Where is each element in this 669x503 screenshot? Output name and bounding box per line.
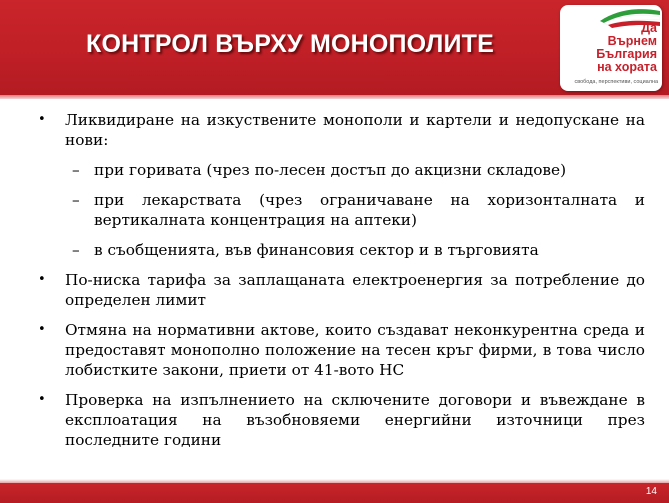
slide-title: КОНТРОЛ ВЪРХУ МОНОПОЛИТЕ bbox=[86, 30, 494, 58]
logo-line: Да bbox=[641, 21, 657, 35]
party-logo bbox=[560, 5, 662, 91]
logo-line: България bbox=[596, 47, 657, 61]
logo-line: Върнем bbox=[607, 34, 657, 48]
bullet-item: • Ликвидиране на изкуствените монополи и картели и недопускане на нови: bbox=[38, 110, 645, 150]
sub-list bbox=[38, 160, 645, 260]
logo-line: на хората bbox=[597, 60, 657, 74]
bullet-item: • Проверка на изпълнението на сключените договори и въвеждане в експлоатация на възобновяеми енергийни източници през последните години bbox=[38, 390, 645, 450]
sub-bullet-item: – при горивата (чрез по-лесен достъп до акцизни складове) bbox=[38, 160, 645, 180]
slide-content bbox=[38, 110, 645, 460]
slide-header bbox=[0, 0, 669, 95]
slide-footer bbox=[0, 483, 669, 503]
bullet-item: • Отмяна на нормативни актове, които създават неконкурентна среда и предоставят монополно положение на тесен кръг фирми, в това число лобистките закони, приети от 41-вото НС bbox=[38, 320, 645, 380]
logo-wordmark bbox=[563, 22, 657, 74]
sub-bullet-item: – в съобщенията, във финансовия сектор и в търговията bbox=[38, 240, 645, 260]
logo-tagline: свобода, перспективи, социална bbox=[574, 79, 658, 85]
bullet-item: • По-ниска тарифа за заплащаната електроенергия за потребление до определен лимит bbox=[38, 270, 645, 310]
sub-bullet-item: – при лекарствата (чрез ограничаване на хоризонталната и вертикалната концентрация на аптеки) bbox=[38, 190, 645, 230]
header-divider bbox=[0, 95, 669, 99]
page-number: 14 bbox=[645, 486, 657, 497]
